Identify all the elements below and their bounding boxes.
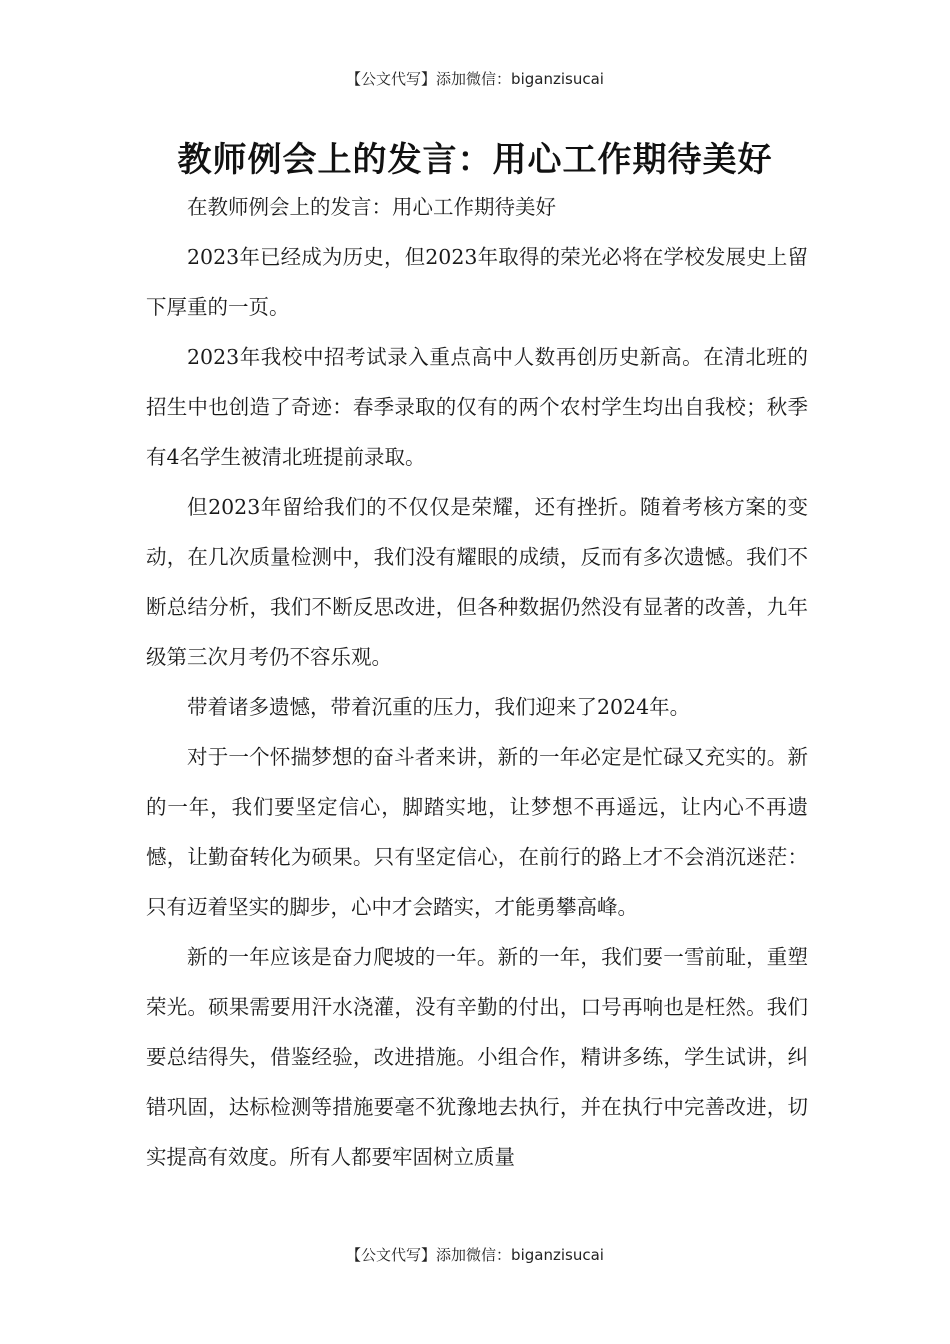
paragraph: 新的一年应该是奋力爬坡的一年。新的一年，我们要一雪前耻，重塑荣光。硕果需要用汗水浇灌，没有辛勤的付出，口号再响也是枉然。我们要总结得失，借鉴经验，改进措施。小组合作，精讲多练，学生试讲，纠错巩固，达标检测等措施要毫不犹豫地去执行，并在执行中完善改进，切实提高有效度。所有人都要牢固树立质量 bbox=[146, 945, 808, 1169]
document-body bbox=[146, 182, 808, 1182]
paragraph: 2023年我校中招考试录入重点高中人数再创历史新高。在清北班的招生中也创造了奇迹：春季录取的仅有的两个农村学生均出自我校；秋季有4名学生被清北班提前录取。 bbox=[146, 345, 808, 469]
paragraph: 对于一个怀揣梦想的奋斗者来讲，新的一年必定是忙碌又充实的。新的一年，我们要坚定信心，脚踏实地，让梦想不再遥远，让内心不再遗憾，让勤奋转化为硕果。只有坚定信心，在前行的路上才不会消沉迷茫：只有迈着坚实的脚步，心中才会踏实，才能勇攀高峰。 bbox=[146, 745, 808, 919]
paragraph: 带着诸多遗憾，带着沉重的压力，我们迎来了2024年。 bbox=[187, 695, 691, 719]
paragraph: 但2023年留给我们的不仅仅是荣耀，还有挫折。随着考核方案的变动，在几次质量检测中，我们没有耀眼的成绩，反而有多次遗憾。我们不断总结分析，我们不断反思改进，但各种数据仍然没有显著的改善，九年级第三次月考仍不容乐观。 bbox=[146, 495, 808, 669]
document-title: 教师例会上的发言：用心工作期待美好 bbox=[177, 140, 773, 180]
paragraph: 2023年已经成为历史，但2023年取得的荣光必将在学校发展史上留下厚重的一页。 bbox=[146, 245, 808, 319]
paragraph: 在教师例会上的发言：用心工作期待美好 bbox=[187, 195, 556, 219]
footer-note: 【公文代写】添加微信：biganzisucai bbox=[346, 1246, 604, 1264]
header-note: 【公文代写】添加微信：biganzisucai bbox=[346, 70, 604, 88]
